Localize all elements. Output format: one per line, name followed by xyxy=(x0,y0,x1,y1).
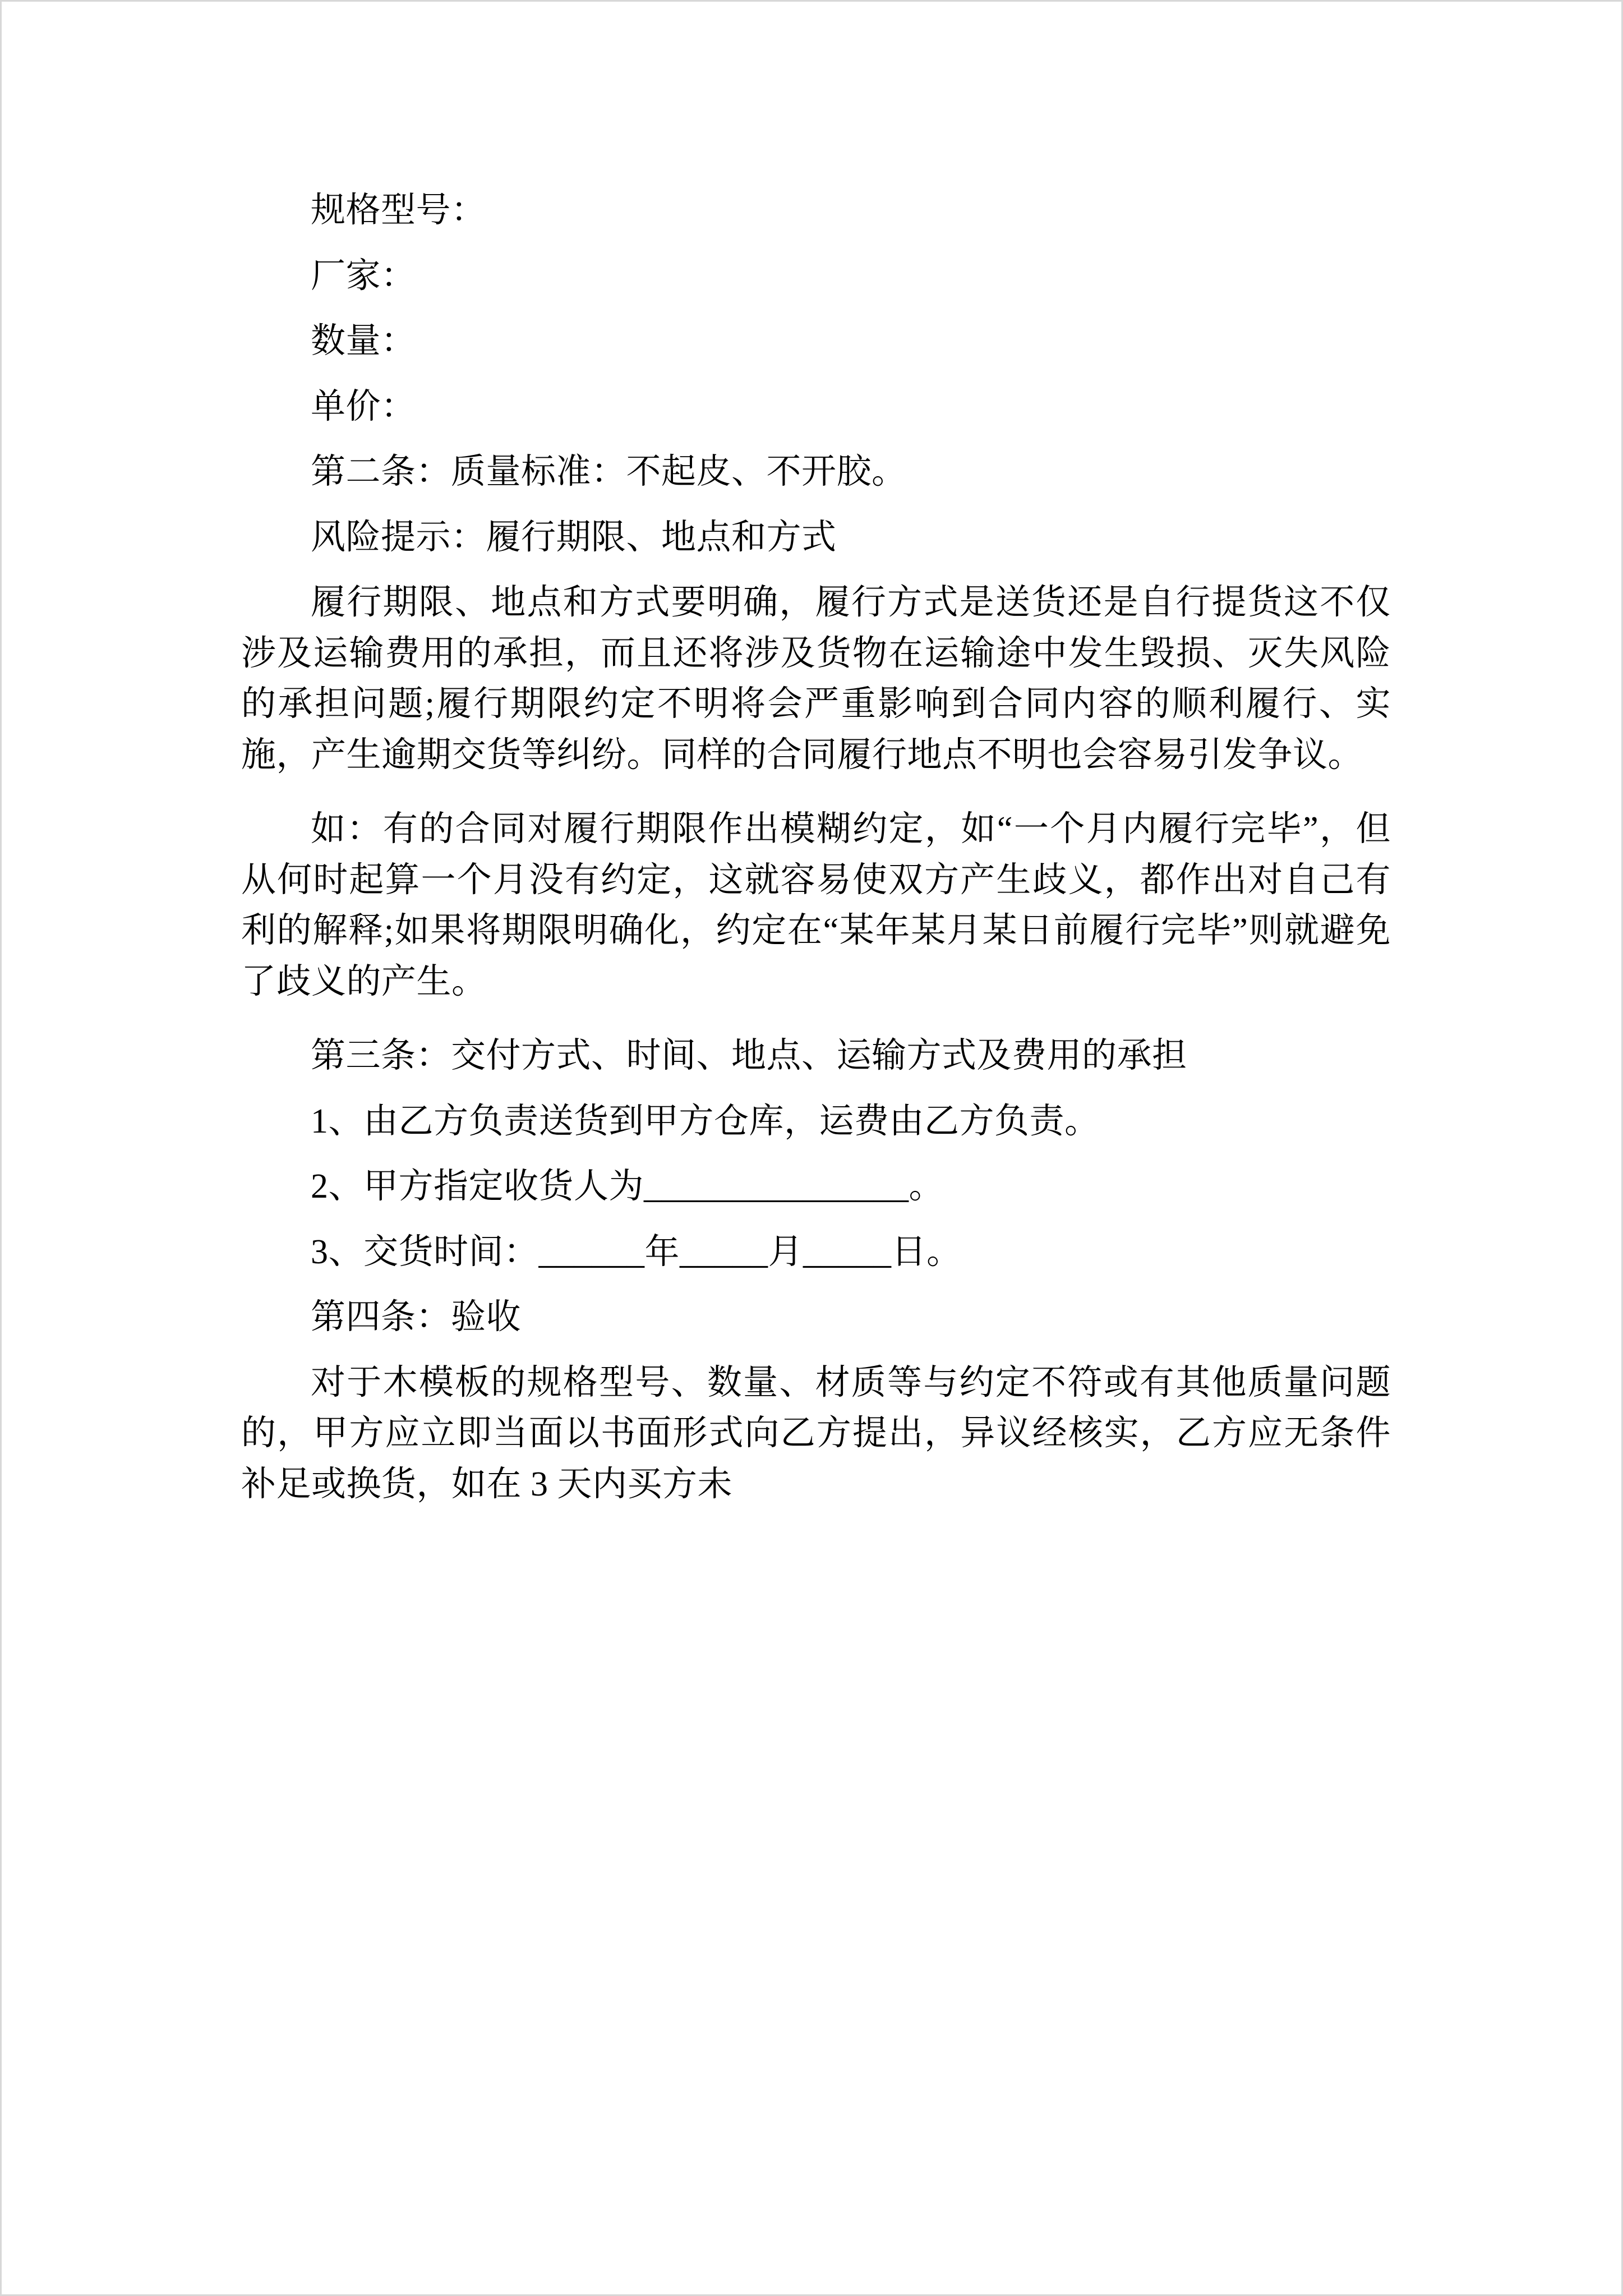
paragraph-unit-price: 单价： xyxy=(311,387,416,426)
paragraph-manufacturer: 厂家： xyxy=(311,256,416,295)
paragraph-example: 如：有的合同对履行期限作出模糊约定，如“一个月内履行完毕”，但从何时起算一个月没有约定，这就容易使双方产生歧义，都作出对自己有利的解释;如果将期限明确化，约定在“某年某月某日前履行完毕”则就避免了歧义的产生。 xyxy=(241,810,1391,1001)
paragraph-risk-notice-body: 履行期限、地点和方式要明确，履行方式是送货还是自行提货这不仅涉及运输费用的承担，而且还将涉及货物在运输途中发生毁损、灭失风险的承担问题;履行期限约定不明将会严重影响到合同内容的顺利履行、实施，产生逾期交货等纠纷。同样的合同履行地点不明也会容易引发争议。 xyxy=(241,583,1391,774)
paragraph-quantity: 数量： xyxy=(311,322,416,361)
paragraph-item-3: 3、交货时间：______年_____月_____日。 xyxy=(311,1232,962,1271)
paragraph-spec-model: 规格型号： xyxy=(311,191,486,229)
paragraph-article-two: 第二条：质量标准：不起皮、不开胶。 xyxy=(311,453,907,491)
paragraph-article-four: 第四条：验收 xyxy=(311,1298,522,1337)
paragraph-item-2: 2、甲方指定收货人为_______________。 xyxy=(311,1167,944,1206)
paragraph-item-1: 1、由乙方负责送货到甲方仓库，运费由乙方负责。 xyxy=(311,1102,1100,1140)
paragraph-risk-notice-heading: 风险提示：履行期限、地点和方式 xyxy=(311,518,837,556)
paragraph-article-three: 第三条：交付方式、时间、地点、运输方式及费用的承担 xyxy=(311,1037,1187,1075)
document-body xyxy=(241,185,1391,1524)
paragraph-acceptance-body: 对于木模板的规格型号、数量、材质等与约定不符或有其他质量问题的，甲方应立即当面以书面形式向乙方提出，异议经核实，乙方应无条件补足或换货，如在 3 天内买方未 xyxy=(241,1363,1391,1503)
